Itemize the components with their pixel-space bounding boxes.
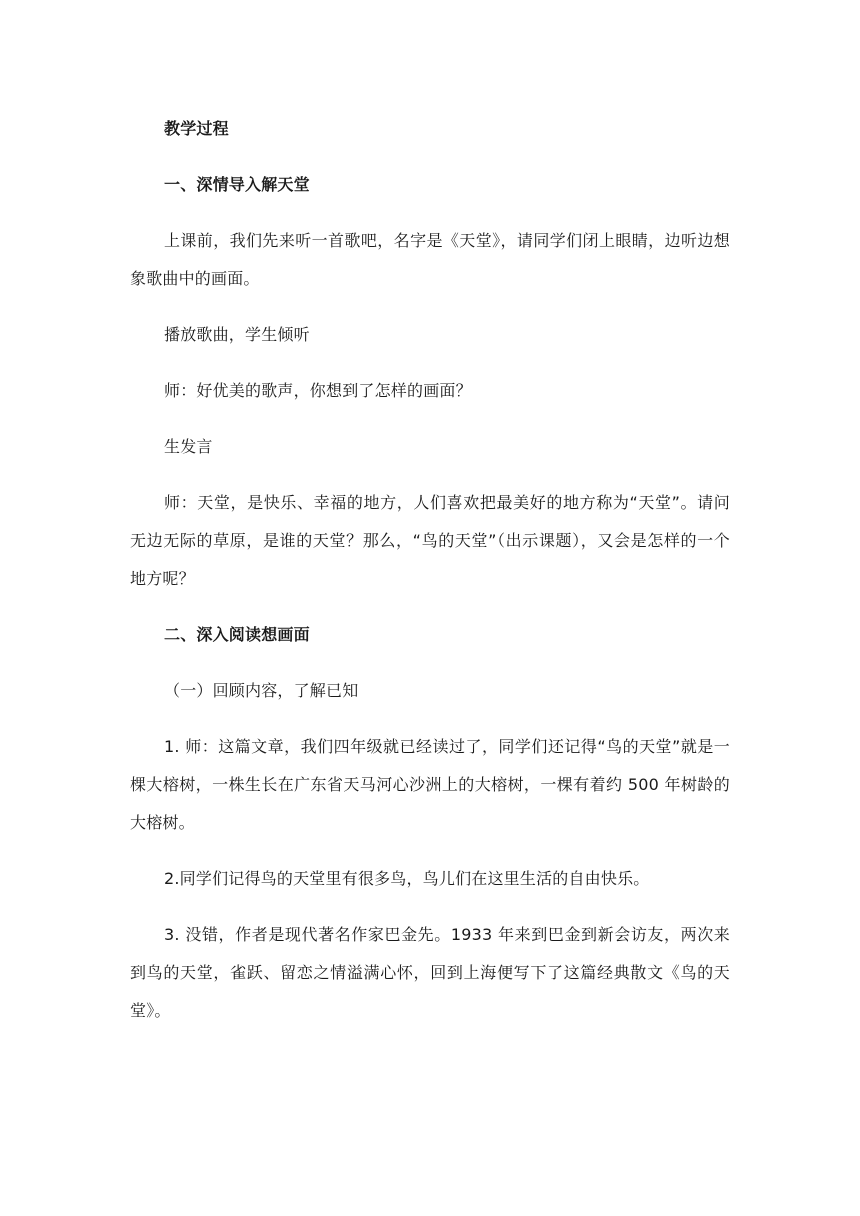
paragraph-item-1: 1. 师：这篇文章，我们四年级就已经读过了，同学们还记得“鸟的天堂”就是一棵大榕树，一株生长在广东省天马河心沙洲上的大榕树，一棵有着约 500 年树龄的大榕树。 — [130, 737, 730, 832]
document-body — [130, 110, 730, 1030]
paragraph-teacher-heaven: 师：天堂，是快乐、幸福的地方，人们喜欢把最美好的地方称为“天堂”。请问无边无际的草原，是谁的天堂？那么，“鸟的天堂”（出示课题），又会是怎样的一个地方呢？ — [130, 493, 730, 588]
section-heading-2: 二、深入阅读想画面 — [164, 625, 310, 644]
document-title: 教学过程 — [164, 119, 229, 138]
section-heading-1: 一、深情导入解天堂 — [164, 175, 310, 194]
paragraph-item-3: 3. 没错，作者是现代著名作家巴金先。1933 年来到巴金到新会访友，两次来到鸟的天堂，雀跃、留恋之情溢满心怀，回到上海便写下了这篇经典散文《鸟的天堂》。 — [130, 925, 730, 1020]
paragraph-item-2: 2.同学们记得鸟的天堂里有很多鸟，鸟儿们在这里生活的自由快乐。 — [164, 869, 650, 888]
paragraph-play-song: 播放歌曲，学生倾听 — [164, 325, 310, 344]
subsection-heading: （一）回顾内容，了解已知 — [164, 681, 359, 700]
paragraph-student-speak: 生发言 — [164, 437, 213, 456]
paragraph-intro: 上课前，我们先来听一首歌吧，名字是《天堂》，请同学们闭上眼睛，边听边想象歌曲中的画面。 — [130, 231, 730, 288]
paragraph-teacher-question: 师：好优美的歌声，你想到了怎样的画面？ — [164, 381, 472, 400]
